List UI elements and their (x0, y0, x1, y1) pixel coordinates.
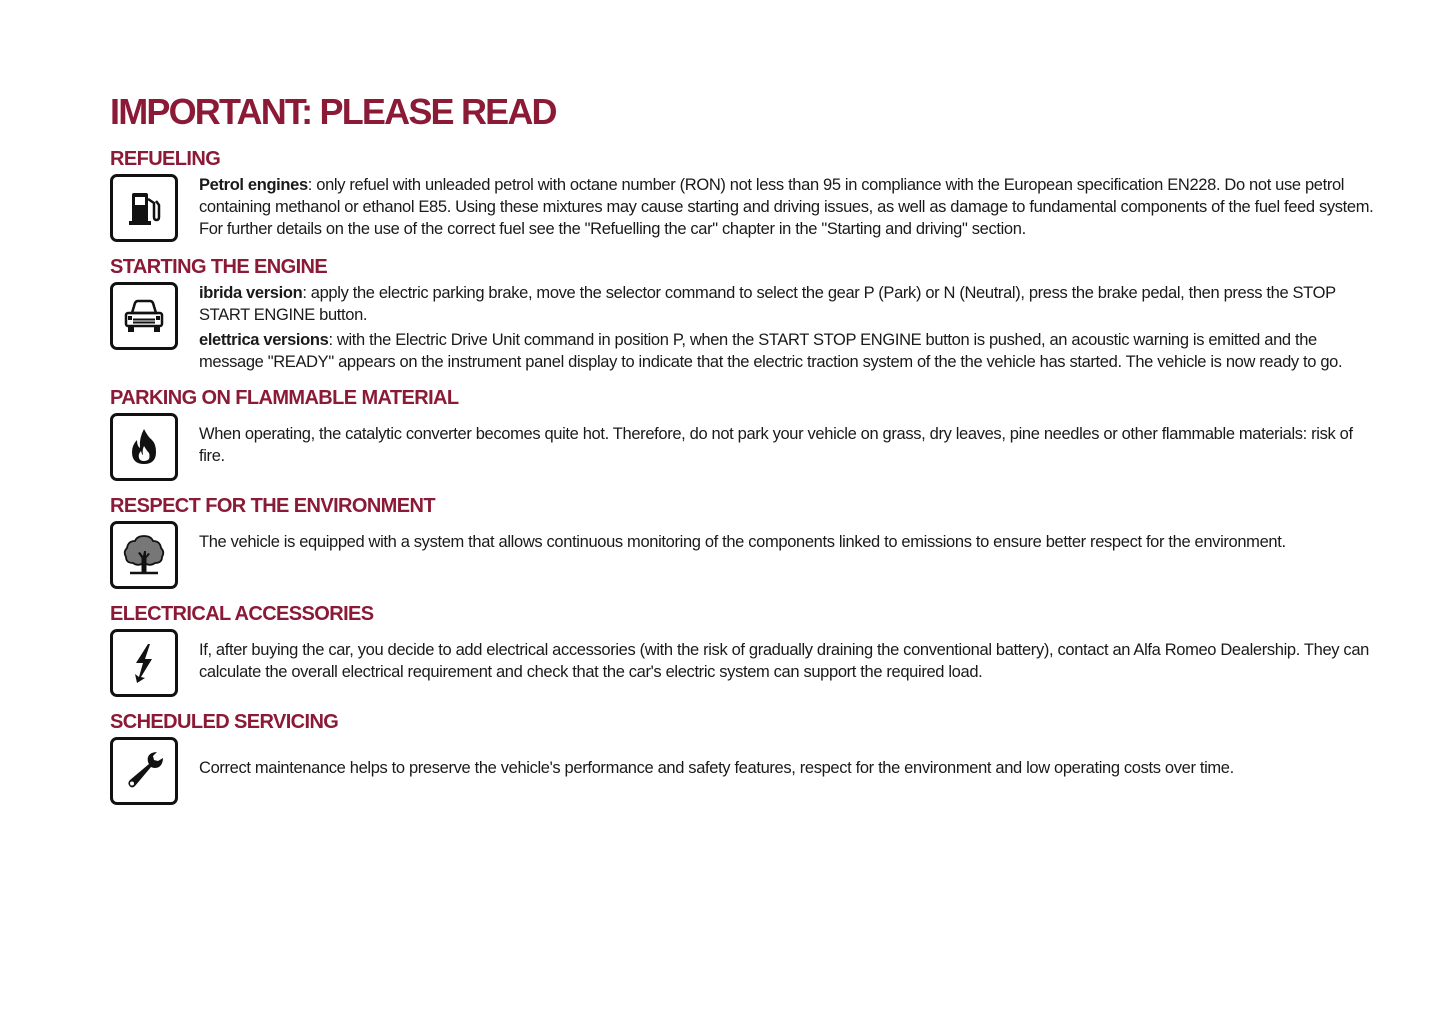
section-refueling (110, 148, 1375, 242)
section-heading: ELECTRICAL ACCESSORIES (110, 603, 374, 625)
page (110, 92, 1375, 819)
paragraph (199, 174, 1375, 240)
fuel-pump-icon (110, 174, 178, 242)
section-text (199, 737, 1375, 779)
tree-icon (110, 521, 178, 589)
section-text (199, 521, 1375, 553)
section-starting-engine (110, 256, 1375, 373)
paragraph (199, 521, 1375, 553)
page-title: IMPORTANT: PLEASE READ (110, 91, 556, 132)
section-text (199, 174, 1375, 240)
paragraph (199, 737, 1375, 779)
paragraph-bold: ibrida version (199, 284, 303, 302)
section-text (199, 629, 1375, 683)
paragraph (199, 282, 1375, 326)
section-heading: RESPECT FOR THE ENVIRONMENT (110, 495, 435, 517)
paragraph-text: The vehicle is equipped with a system that allows continuous monitoring of the components linked to emissions to ensure better respect for the environment. (199, 533, 1286, 551)
section-row (110, 629, 1375, 697)
lightning-icon (110, 629, 178, 697)
paragraph-bold: elettrica versions (199, 331, 329, 349)
paragraph-text: If, after buying the car, you decide to add electrical accessories (with the risk of gradually draining the conventional battery), contact an Alfa Romeo Dealership. They can calculate the overall electrical requirement and check that the car's electric system can support the required load. (199, 641, 1369, 681)
paragraph-text: : with the Electric Drive Unit command in position P, when the START STOP ENGINE button is pushed, an acoustic warning is emitted and the message "READY" appears on the instrument panel display to indicate that the electric traction system of the the vehicle has started. The vehicle is now ready to go. (199, 331, 1343, 371)
paragraph-text: : apply the electric parking brake, move the selector command to select the gear P (Park) or N (Neutral), press the brake pedal, then press the STOP START ENGINE button. (199, 284, 1336, 324)
section-heading: SCHEDULED SERVICING (110, 711, 339, 733)
section-row (110, 521, 1375, 589)
paragraph-text: : only refuel with unleaded petrol with octane number (RON) not less than 95 in compliance with the European specification EN228. Do not use petrol containing methanol or ethanol E85. Using these mixtures may cause starting and driving issues, as well as damage to fundamental components of the fuel feed system. For further details on the use of the correct fuel see the "Refuelling the car" chapter in the "Starting and driving" section. (199, 176, 1374, 238)
section-environment (110, 495, 1375, 589)
section-row (110, 174, 1375, 242)
paragraph (199, 329, 1375, 373)
section-electrical-accessories (110, 603, 1375, 697)
car-front-icon (110, 282, 178, 350)
paragraph-text: Correct maintenance helps to preserve the vehicle's performance and safety features, respect for the environment and low operating costs over time. (199, 759, 1234, 777)
section-parking-flammable (110, 387, 1375, 481)
section-row (110, 413, 1375, 481)
paragraph (199, 413, 1375, 467)
flame-icon (110, 413, 178, 481)
section-text (199, 282, 1375, 373)
section-heading: STARTING THE ENGINE (110, 256, 328, 278)
paragraph (199, 629, 1375, 683)
section-text (199, 413, 1375, 467)
section-heading: REFUELING (110, 148, 221, 170)
section-scheduled-servicing (110, 711, 1375, 805)
paragraph-bold: Petrol engines (199, 176, 308, 194)
section-row (110, 737, 1375, 805)
section-row (110, 282, 1375, 373)
wrench-icon (110, 737, 178, 805)
section-heading: PARKING ON FLAMMABLE MATERIAL (110, 387, 459, 409)
paragraph-text: When operating, the catalytic converter becomes quite hot. Therefore, do not park your vehicle on grass, dry leaves, pine needles or other flammable materials: risk of fire. (199, 425, 1353, 465)
